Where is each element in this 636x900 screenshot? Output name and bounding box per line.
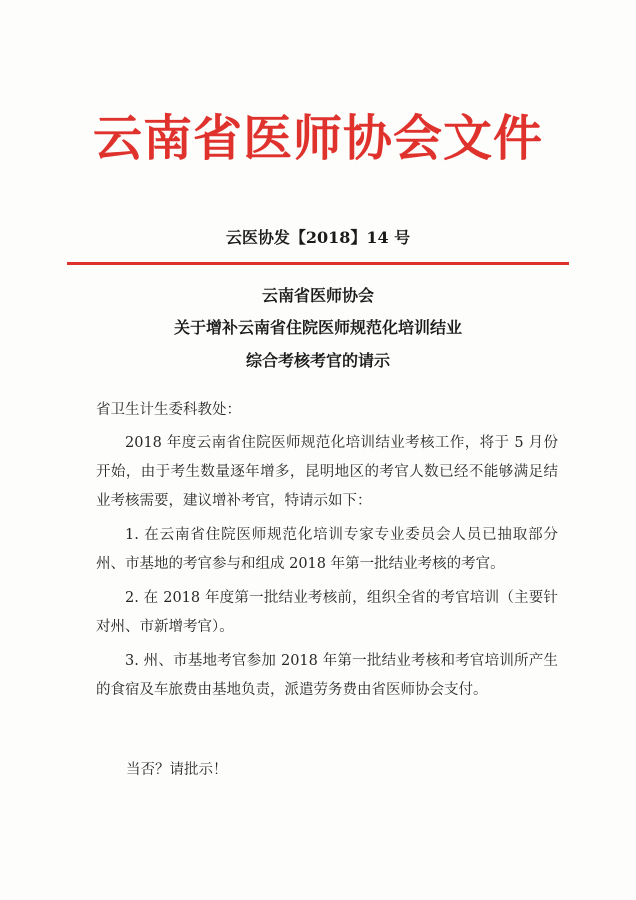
document-body <box>96 396 558 710</box>
document-number: 云医协发【2018】14 号 <box>225 228 411 247</box>
subject-line-1: 云南省医师协会 <box>261 286 374 305</box>
addressee: 省卫生计生委科教处： <box>96 402 241 418</box>
body-paragraph-4: 3. 州、市基地考官参加 2018 年第一批结业考核和考官培训所产生的食宿及车旅费由基地负责，派遣劳务费由省医师协会支付。 <box>96 653 558 698</box>
red-divider-line <box>67 262 569 265</box>
org-header-title: 云南省医师协会文件 <box>92 109 543 167</box>
body-paragraph-2: 1. 在云南省住院医师规范化培训专家专业委员会人员已抽取部分州、市基地的考官参与和组成 2018 年第一批结业考核的考官。 <box>96 527 558 572</box>
subject-line-2: 关于增补云南省住院医师规范化培训结业 <box>173 318 462 337</box>
subject-line-3: 综合考核考官的请示 <box>245 351 390 370</box>
closing-request: 当否？请批示！ <box>126 762 228 778</box>
body-paragraph-3: 2. 在 2018 年度第一批结业考核前，组织全省的考官培训（主要针对州、市新增考官）。 <box>96 590 558 635</box>
body-paragraph-1: 2018 年度云南省住院医师规范化培训结业考核工作，将于 5 月份开始，由于考生数量逐年增多，昆明地区的考官人数已经不能够满足结业考核需要，建议增补考官，特请示如下： <box>96 435 558 509</box>
